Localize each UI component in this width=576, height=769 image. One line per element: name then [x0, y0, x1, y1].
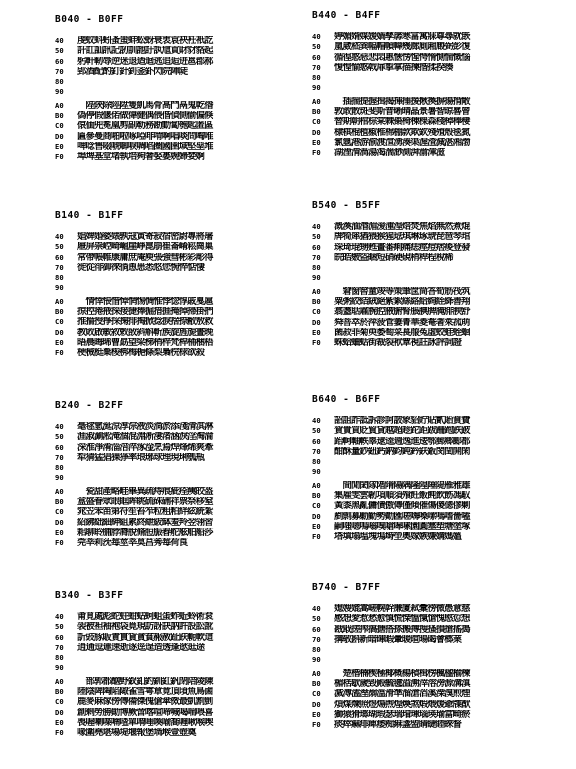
- row-characters: 教敗啟敏敘敕敔斜斛斬族旋旌旎晝晚: [77, 327, 213, 338]
- code-range-title: B240 - B2FF: [55, 400, 124, 411]
- row-characters: 楣楛歇歲毀殿毓毽溢溯滓溶滂源溝滇: [334, 679, 470, 690]
- row-characters: 牌犄犀猶猥猴猩琺琪琳琢琥琵琶琴琯: [334, 232, 470, 243]
- code-row: [55, 273, 305, 283]
- code-row: [312, 222, 562, 232]
- row-offset-label: 40: [55, 36, 64, 45]
- code-range-title: B740 - B7FF: [312, 582, 381, 593]
- code-row: [55, 728, 305, 738]
- code-row: [312, 416, 562, 426]
- row-offset-label: 70: [312, 62, 321, 72]
- row-characters: 集雇雯雲韌項順須飧飪飯飩飲飭馮馭: [334, 491, 470, 502]
- row-offset-label: E0: [312, 521, 321, 531]
- row-offset-label: C0: [312, 117, 321, 127]
- row-offset-label: A0: [312, 96, 321, 106]
- row-characters: 訢豉豚販責貫貨貪貧赧赦趾趺軛軟這: [77, 632, 213, 643]
- code-row: [55, 283, 305, 293]
- row-characters: 創剩勞勝勛博厥啻喀喧啼喊喝喘喂喜: [77, 707, 213, 718]
- code-row: [312, 645, 562, 655]
- row-characters: 逍通逗連速逝逐逕逞造透逢逖逛途: [77, 642, 205, 653]
- code-row: [55, 253, 305, 263]
- row-offset-label: C0: [312, 689, 321, 699]
- row-characters: 粟粥絞結絨絕紫絮絲絡給絢絰絳善翔: [334, 297, 470, 308]
- row-offset-label: F0: [55, 152, 64, 162]
- code-row: [312, 53, 562, 63]
- row-characters: 喙圍堯堪場堤堰報堡堝堠壹壺奠: [77, 728, 196, 739]
- row-offset-label: 60: [312, 624, 321, 634]
- code-row: [55, 121, 305, 131]
- row-offset-label: F0: [312, 720, 321, 730]
- row-offset-label: 40: [55, 612, 64, 621]
- code-row: [55, 77, 305, 87]
- code-range-block: [312, 200, 562, 349]
- row-characters: 屜屏崇崆崎崛崖崢崑崩崔崙崤崧崗巢: [77, 242, 213, 253]
- row-offset-label: 40: [312, 604, 321, 613]
- code-row: [55, 528, 305, 538]
- code-row: [55, 152, 305, 162]
- row-offset-label: D0: [55, 707, 64, 717]
- row-characters: 黃黍黑亂傭債傲傳僅傾催傷傻傯僇剿: [334, 501, 470, 512]
- row-characters: 窘窗窖童竣等策筆筐筒答筍筋筏筑: [334, 286, 470, 297]
- code-row: [55, 111, 305, 121]
- row-offset-label: D0: [312, 127, 321, 137]
- row-offset-label: D0: [312, 511, 321, 521]
- row-characters: 戡戢搓搾搞搪搭搽搬搏搜搔損搶搖搗: [334, 624, 470, 635]
- row-offset-label: C0: [312, 307, 321, 317]
- row-offset-label: E0: [312, 137, 321, 147]
- code-row: [55, 46, 305, 56]
- code-row: [312, 512, 562, 522]
- row-characters: 虔蚊蚪蚓蚤蚩蚌蚣蚜衰衷袁袂衽衹訖: [77, 36, 213, 46]
- code-row: [55, 443, 305, 453]
- row-characters: 匾參曼商啪啦啄啞啡啃啊唱啖問啕唯: [77, 131, 213, 142]
- row-characters: 推掄授掙採掬排掏掀捻捩捨捺敝敖救: [77, 317, 213, 328]
- code-row: [55, 263, 305, 273]
- row-offset-label: 90: [55, 283, 64, 293]
- code-range-title: B140 - B1FF: [55, 210, 124, 221]
- code-row: [312, 297, 562, 307]
- code-row: [55, 653, 305, 663]
- code-row: [312, 481, 562, 491]
- code-row: [55, 307, 305, 317]
- code-row: [312, 287, 562, 297]
- code-row: [312, 318, 562, 328]
- row-offset-label: 80: [55, 653, 64, 663]
- code-row: [312, 263, 562, 273]
- row-offset-label: 80: [312, 457, 321, 467]
- row-offset-label: C0: [312, 501, 321, 511]
- row-characters: 愎惶愉惑戟扉掣掌描揀揩揉揆揍: [334, 62, 453, 73]
- row-offset-label: 50: [55, 242, 64, 252]
- code-range-title: B440 - B4FF: [312, 10, 381, 21]
- row-characters: 梗械梃棄梭梆梅梔條梨梟梡梂欲殺: [77, 348, 205, 359]
- code-row: [312, 447, 562, 457]
- row-characters: 陸陰陴陶陷陬雀雪雩章竟頂頃魚鳥鹵: [77, 687, 213, 698]
- row-characters: 搆敬斟新暗暉暇暈暖暄暘暍會榔業: [334, 634, 462, 645]
- row-characters: 部郭都酗野釵釦釣釧釭釩閉陪陵陳: [77, 676, 213, 687]
- code-row: [312, 426, 562, 436]
- code-row: [55, 518, 305, 528]
- row-offset-label: B0: [312, 491, 321, 501]
- row-offset-label: 90: [55, 87, 64, 97]
- row-characters: 盒盛眷眾眼眶眸眺硫硃硎祥票祭移窒: [77, 497, 213, 508]
- code-row: [312, 63, 562, 73]
- code-row: [312, 97, 562, 107]
- row-characters: 酣酥量鈔鈕鈣鈉鈞鈍鈐鈇鈑閔閏開閑: [334, 446, 470, 457]
- row-offset-label: 90: [312, 83, 321, 93]
- row-characters: 陛陝除陘陞隻飢馬骨高鬥鬲鬼乾偺: [77, 100, 213, 111]
- code-row: [312, 117, 562, 127]
- code-row: [55, 507, 305, 517]
- row-characters: 偽停假偃偌做偉健偶偎偕偵側偷偏倏: [77, 111, 213, 122]
- row-offset-label: E0: [55, 527, 64, 537]
- code-range-block: [55, 590, 305, 739]
- code-row: [312, 614, 562, 624]
- row-offset-label: 80: [312, 263, 321, 273]
- row-offset-label: E0: [312, 709, 321, 719]
- row-characters: 滅溥溘溼溺溫滑準溜滄滔溪溧溴煎煙: [334, 689, 470, 700]
- code-row: [55, 132, 305, 142]
- code-row: [312, 128, 562, 138]
- code-row: [55, 338, 305, 348]
- row-offset-label: F0: [55, 538, 64, 548]
- code-row: [312, 83, 562, 93]
- code-row: [55, 242, 305, 252]
- row-offset-label: 70: [312, 252, 321, 262]
- code-row: [312, 457, 562, 467]
- code-range-block: [55, 400, 305, 549]
- row-characters: 煩煤煉照煜煬煦煌煥煞煆煨煖爺牒猷: [334, 699, 470, 710]
- code-row: [312, 138, 562, 148]
- row-offset-label: F0: [55, 728, 64, 738]
- row-characters: 莞莘莉莐莓莖莘莫莒莠莓荷莨: [77, 538, 188, 549]
- row-offset-label: 60: [312, 52, 321, 62]
- row-offset-label: 50: [312, 42, 321, 52]
- row-offset-label: B0: [55, 111, 64, 121]
- code-row: [55, 643, 305, 653]
- code-row: [55, 317, 305, 327]
- row-offset-label: B0: [55, 307, 64, 317]
- row-offset-label: D0: [312, 699, 321, 709]
- code-row: [312, 655, 562, 665]
- row-characters: 敦敢散斑斐斯普晰晴晶景暑智晾晷曾: [334, 107, 470, 118]
- row-characters: 賀貴買貶貿貸越超趁跎距跋跚跑跌跛: [334, 426, 470, 437]
- row-offset-label: B0: [312, 297, 321, 307]
- row-offset-label: B0: [55, 497, 64, 507]
- code-row: [312, 710, 562, 720]
- row-offset-label: 70: [312, 634, 321, 644]
- row-characters: 徙從徘御徠徜恿患悉悠您惋悴惦悽: [77, 262, 205, 273]
- row-characters: 跆軻軸軼辜逮逵週逸進逶鄂郵鄉郾都: [334, 436, 470, 447]
- code-row: [55, 538, 305, 548]
- row-offset-label: 80: [55, 273, 64, 283]
- row-characters: 袈被袒袖袍袋覓規訪訝訣訥許設訟訛: [77, 622, 213, 633]
- row-characters: 啤唸售啜唬啣唳啁啗圈國圉域堅堊堆: [77, 141, 213, 152]
- row-characters: 插揣提握揖揭揮捶援揪換摒揚揹敞: [334, 96, 470, 107]
- row-characters: 循徨惑惡悲悶惠愜愣惺愕惰惻惴慨惱: [334, 52, 470, 63]
- row-characters: 詔詛詐詆訴診訶詖象貂貯貼貳貽賁費: [334, 416, 470, 426]
- row-offset-label: F0: [312, 338, 321, 348]
- row-offset-label: A0: [312, 668, 321, 678]
- row-characters: 獅猿猾瑯瑚瑕瑟瑞瑁琿瑙瑛瑜當畸瘀: [334, 709, 470, 720]
- code-row: [55, 622, 305, 632]
- row-offset-label: 80: [312, 73, 321, 83]
- row-offset-label: C0: [55, 121, 64, 131]
- code-row: [312, 501, 562, 511]
- row-offset-label: 60: [55, 56, 64, 66]
- row-offset-label: 40: [55, 422, 64, 431]
- row-characters: 窕笠笨笛第符笙笞笮粒粗粕絆絃統紮: [77, 507, 213, 518]
- code-row: [312, 679, 562, 689]
- code-row: [55, 453, 305, 463]
- code-row: [312, 243, 562, 253]
- row-offset-label: D0: [55, 517, 64, 527]
- code-row: [55, 422, 305, 432]
- row-characters: 間閒閎隊階隋陽隅隆隍陲隄雁雅雄: [334, 480, 470, 491]
- row-offset-label: 50: [55, 622, 64, 632]
- row-offset-label: 80: [55, 77, 64, 87]
- code-row: [55, 67, 305, 77]
- code-row: [55, 612, 305, 622]
- code-row: [55, 87, 305, 97]
- row-characters: 婷媚婿媒媛媧孳孱寒富寓寐尊尋就嵌: [334, 32, 470, 42]
- code-row: [312, 307, 562, 317]
- row-offset-label: E0: [55, 717, 64, 727]
- code-row: [55, 101, 305, 111]
- code-row: [55, 687, 305, 697]
- code-row: [312, 73, 562, 83]
- row-offset-label: 90: [312, 467, 321, 477]
- code-row: [55, 463, 305, 473]
- row-offset-label: 80: [55, 463, 64, 473]
- row-characters: 舜菩萃菸萍菠菅萋菁華菱菴著萊菰萌: [334, 317, 470, 328]
- row-characters: 躬軒軔辱逆迷退迺迴逃追逅迸邕郡郝: [77, 56, 213, 67]
- row-characters: 鹿麥麻傢傍傅備傑傀傖傘傚最凱割剴: [77, 697, 213, 708]
- row-characters: 常帶帳帷康庸庶庵庾張強彗彬彩彫得: [77, 252, 213, 263]
- row-characters: 翕耋聒肅腕腔腋腑腎脹腆脾腌腓腴舒: [334, 307, 470, 318]
- row-offset-label: 60: [312, 242, 321, 252]
- row-characters: 瓷甜產略畦畢異疏痔痕疵痊痍皎盔: [77, 486, 213, 497]
- code-range-title: B040 - B0FF: [55, 14, 124, 25]
- row-characters: 痰瘁痲痱痺痿痴痳盞盟睛睫睦睞督: [334, 720, 462, 731]
- code-row: [312, 720, 562, 730]
- code-row: [55, 718, 305, 728]
- row-characters: 湖湮渭渦湯渴湍渺測湃渝渾滋: [334, 148, 445, 159]
- row-characters: 嗣嗤嗯嗚嗡嗅嗆嗥嗉園圓塞塑塘塗塚: [334, 521, 470, 532]
- row-offset-label: A0: [55, 486, 64, 496]
- code-row: [312, 148, 562, 158]
- row-characters: 情悻悵惜悼惘惕惆惟悸惚惇戚戛扈: [77, 296, 213, 307]
- row-offset-label: C0: [55, 507, 64, 517]
- code-range-block: [312, 394, 562, 543]
- row-offset-label: A0: [312, 480, 321, 490]
- code-range-block: [55, 14, 305, 163]
- code-range-block: [312, 10, 562, 159]
- code-row: [312, 338, 562, 348]
- row-offset-label: 60: [312, 436, 321, 446]
- row-offset-label: 60: [55, 442, 64, 452]
- row-characters: 深淮淨淆淄涪淬涿淦烹焉焊烽烯爽牽: [77, 442, 213, 453]
- row-offset-label: 70: [55, 642, 64, 652]
- row-offset-label: 50: [312, 614, 321, 624]
- row-characters: 涯淑涮淞淹涸混淵淅淒渚涵淚淫淘淪: [77, 432, 213, 443]
- row-offset-label: A0: [55, 296, 64, 306]
- row-characters: 喪喔喇喋喃喳單喟唾喚喻喬喱啾喉喫: [77, 717, 213, 728]
- row-characters: 犁猜猛猖猓猙率琅琊球理現琍瓠瓶: [77, 452, 205, 463]
- row-characters: 毫毬氫涎涼淳淙液淡淌淤添淺清淇淋: [77, 422, 213, 432]
- code-row: [312, 491, 562, 501]
- code-row: [312, 42, 562, 52]
- row-offset-label: 80: [312, 645, 321, 655]
- code-row: [312, 625, 562, 635]
- row-characters: 氯氬港游湔渡渲湧湊渠渥渣減湛湘渤: [334, 137, 470, 148]
- row-offset-label: F0: [312, 532, 321, 542]
- row-offset-label: 40: [55, 232, 64, 241]
- row-offset-label: 90: [312, 655, 321, 665]
- code-range-title: B540 - B5FF: [312, 200, 381, 211]
- code-row: [55, 697, 305, 707]
- row-characters: 楚楷楠楔極椰概楊楨楫楞楓楹榆楝: [334, 668, 470, 679]
- code-row: [55, 677, 305, 687]
- code-row: [55, 348, 305, 358]
- row-offset-label: 50: [312, 426, 321, 436]
- code-row: [55, 232, 305, 242]
- row-characters: 剷剽募勦勤勢勣匯嗟嗨嗓嗦嗎嗜嗇嗑: [334, 511, 470, 522]
- row-characters: 皖皓皴盜睏短硝硬硯稍稈程稅稀: [334, 252, 453, 263]
- row-offset-label: 40: [312, 32, 321, 41]
- row-characters: 紹紼絀細紳組累終紲紱缽羞羚翌翎習: [77, 517, 213, 528]
- row-characters: 娼婢婚婆婊孰寇寅寄寂宿密尉專將屠: [77, 232, 213, 242]
- code-range-block: [312, 582, 562, 731]
- row-offset-label: 50: [55, 432, 64, 442]
- row-offset-label: D0: [312, 317, 321, 327]
- row-characters: 埠埤基堂堵執培夠奢娶婁婉婦婪婀: [77, 152, 205, 163]
- code-row: [312, 232, 562, 242]
- row-offset-label: E0: [312, 327, 321, 337]
- code-row: [312, 32, 562, 42]
- code-range-block: [55, 210, 305, 359]
- row-characters: 棣棋棍植椒椎棉棚款欺欽殘殖殼毯氮: [334, 127, 470, 138]
- row-characters: 莆莧處彪蛇蛀蚶蛄蚵蛆蛋蚱蚯蛉術袞: [77, 612, 213, 622]
- row-offset-label: 40: [312, 416, 321, 425]
- code-row: [312, 635, 562, 645]
- code-row: [55, 432, 305, 442]
- row-offset-label: A0: [55, 100, 64, 110]
- code-row: [312, 328, 562, 338]
- code-row: [312, 107, 562, 117]
- row-offset-label: B0: [312, 107, 321, 117]
- code-row: [312, 669, 562, 679]
- row-offset-label: 70: [55, 66, 64, 76]
- code-row: [312, 467, 562, 477]
- row-characters: 替期朝棺棕棠棘棗椅棟棵森棧棹棒棲: [334, 117, 470, 128]
- row-characters: 嵐崴嵇巽幅帽幀幃幾廊廁廂廄弼彭復: [334, 42, 470, 53]
- row-offset-label: 90: [312, 273, 321, 283]
- code-row: [55, 142, 305, 152]
- row-offset-label: D0: [55, 327, 64, 337]
- row-offset-label: 90: [55, 663, 64, 673]
- row-characters: 晤晨晦晞曹勗望梁梯梢梓梵桿桶梱梧: [77, 337, 213, 348]
- code-row: [55, 297, 305, 307]
- row-offset-label: 70: [312, 446, 321, 456]
- row-offset-label: C0: [55, 317, 64, 327]
- row-offset-label: 70: [55, 262, 64, 272]
- row-characters: 訐訌訕訊記訒訓訑訏訙訄貢財豺貉起: [77, 46, 213, 57]
- code-row: [55, 328, 305, 338]
- row-offset-label: A0: [312, 286, 321, 296]
- row-offset-label: F0: [55, 348, 64, 358]
- code-range-title: B340 - B3FF: [55, 590, 124, 601]
- row-characters: 蛛蛤蛐蛞街裁裂袱覃視註詠評詞證: [334, 338, 462, 349]
- row-offset-label: 90: [55, 473, 64, 483]
- row-characters: 菌菽菲菊萸萎萄菜萇菔菟虛蛟蛙蛭蛔: [334, 327, 470, 338]
- code-row: [55, 57, 305, 67]
- row-offset-label: 60: [55, 632, 64, 642]
- row-characters: 耜聊聆脯脖脣脫脩脰脤舂舵舷舶船莎: [77, 527, 213, 538]
- code-row: [312, 253, 562, 263]
- code-row: [312, 689, 562, 699]
- row-offset-label: F0: [312, 148, 321, 158]
- row-characters: 掠控捲掖探接捷捧掘措捱掩掉掃掛捫: [77, 307, 213, 318]
- row-offset-label: E0: [55, 337, 64, 347]
- row-offset-label: 40: [312, 222, 321, 231]
- row-characters: 偯偭兜冕凰剪副勒務勘動匐匏匙匿區: [77, 121, 213, 132]
- row-offset-label: A0: [55, 676, 64, 686]
- row-characters: 郢酒配酌釘針釗釜釙閃院陣陡: [77, 66, 188, 77]
- code-row: [55, 708, 305, 718]
- row-offset-label: B0: [55, 687, 64, 697]
- row-characters: 感想愛惹愁愈慎慌慄慍愾愴愧愍愆想: [334, 614, 470, 625]
- code-row: [55, 497, 305, 507]
- row-offset-label: 50: [55, 46, 64, 56]
- row-offset-label: 60: [55, 252, 64, 262]
- row-offset-label: D0: [55, 131, 64, 141]
- row-offset-label: E0: [55, 141, 64, 151]
- code-row: [55, 633, 305, 643]
- row-characters: 溉渙湎湣湄湲湩湟焙焚焦焰無然煮焜: [334, 222, 470, 232]
- code-row: [312, 273, 562, 283]
- row-characters: 琛琦琨甥甦畫番痢痛痣痙痘痞痠登發: [334, 242, 470, 253]
- code-row: [55, 36, 305, 46]
- row-characters: 塔填塌塭塊塢塒塋奧嫁嫉嫌媾媽媼: [334, 532, 462, 543]
- row-offset-label: C0: [55, 697, 64, 707]
- row-offset-label: 70: [55, 452, 64, 462]
- code-range-title: B640 - B6FF: [312, 394, 381, 405]
- row-offset-label: 50: [312, 232, 321, 242]
- row-characters: 媳嫂媲嵩嵯幌幹廉廈弒彙徬微愚意慈: [334, 604, 470, 614]
- code-row: [55, 663, 305, 673]
- code-row: [55, 473, 305, 483]
- code-row: [312, 522, 562, 532]
- code-row: [312, 700, 562, 710]
- row-offset-label: B0: [312, 679, 321, 689]
- code-row: [55, 487, 305, 497]
- code-row: [312, 532, 562, 542]
- code-row: [312, 437, 562, 447]
- code-row: [312, 604, 562, 614]
